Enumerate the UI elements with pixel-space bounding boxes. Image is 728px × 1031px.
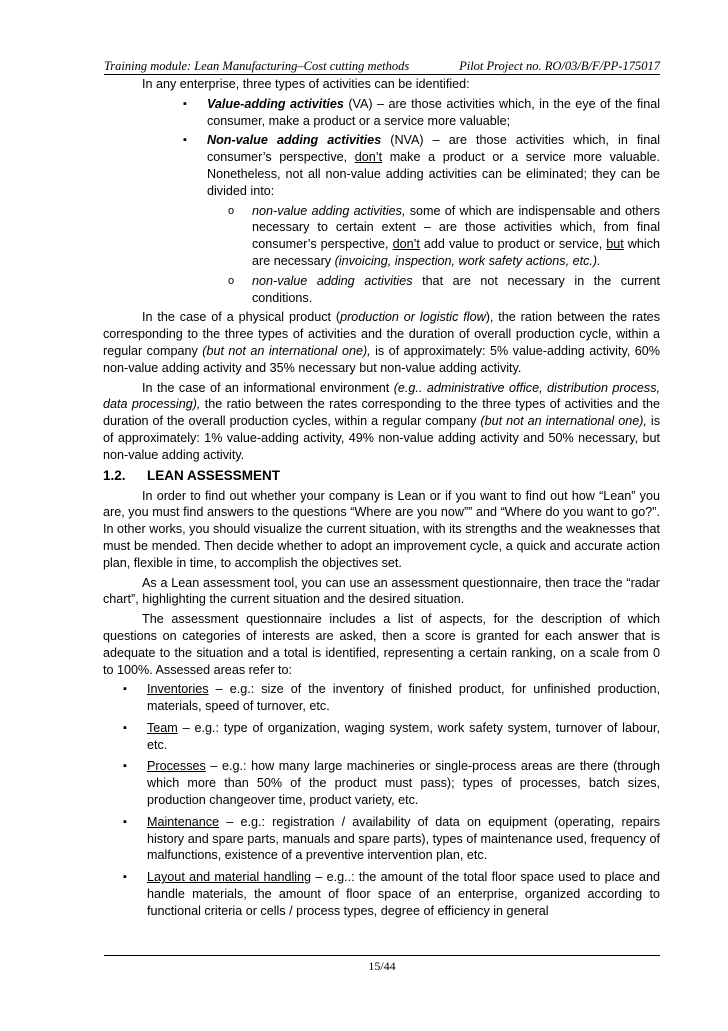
sub1-examples: (invoicing, inspection, work safety actions, etc.). bbox=[334, 253, 601, 268]
italic-run: production or logistic flow bbox=[340, 310, 486, 325]
va-text: (VA) – are those activities which, in the eye of the final consumer, make a product or a service more valuable; bbox=[207, 96, 660, 128]
header-module-title: Training module: Lean Manufacturing–Cost cutting methods bbox=[104, 59, 410, 73]
area-item bbox=[103, 681, 660, 715]
va-term: Value-adding activities bbox=[207, 96, 344, 111]
area-item bbox=[103, 814, 660, 864]
intro-paragraph: In any enterprise, three types of activities can be identified: bbox=[142, 77, 470, 91]
text-run: In the case of an informational environment bbox=[142, 380, 394, 395]
page-number: 15/44 bbox=[368, 959, 396, 973]
area-text: – e.g.: type of organization, waging system, work safety system, turnover of labour, etc. bbox=[147, 720, 660, 752]
text-run: is of approximately: 5% value-adding activity, 60% non-value adding activity and 35% necessary but non-value adding activity. bbox=[103, 343, 660, 375]
nva-dont: don’t bbox=[354, 150, 383, 165]
bullet-va bbox=[103, 96, 660, 130]
page-header bbox=[104, 58, 660, 75]
text-run: In the case of a physical product ( bbox=[142, 310, 341, 325]
sub1-text-3: which are necessary bbox=[252, 237, 660, 268]
area-text: – e.g.: size of the inventory of finished product, for unfinished production, materials, speed of turnover, etc. bbox=[147, 682, 660, 714]
paragraph-lean-1: In order to find out whether your company is Lean or if you want to find out how “Lean” you are, you must find answers to the questions “Where are you now”” and “Where do you want to go?”. In other works, you should visualize the current situation, with its strengths and the weaknesses that must be mended. Then decide whether to adopt an improvement cycle, a quick and accurate action plan, flexible in time, to accomplish the objectives set. bbox=[103, 488, 660, 570]
italic-run: (but not an international one), bbox=[202, 343, 371, 358]
square-bullet-icon: ▪ bbox=[123, 871, 127, 884]
area-term: Processes bbox=[147, 759, 206, 774]
area-item bbox=[103, 869, 660, 919]
header-project-number: Pilot Project no. RO/03/B/F/PP-175017 bbox=[459, 59, 660, 73]
nva-text: (NVA) – are those activities which, in final consumer’s perspective, bbox=[207, 133, 660, 165]
italic-run: (but not an international one), bbox=[480, 414, 647, 429]
section-title: LEAN ASSESSMENT bbox=[147, 467, 281, 483]
square-bullet-icon: ▪ bbox=[123, 683, 127, 696]
sub2-term: non-value adding activities bbox=[252, 273, 413, 288]
sub-bullet-necessary bbox=[103, 203, 660, 270]
sub-bullet-unnecessary bbox=[103, 273, 660, 307]
circle-bullet-icon: o bbox=[228, 204, 235, 217]
nva-text-cont: make a product or a service more valuable. Nonetheless, not all non-value adding activities can be eliminated; they can be divided into: bbox=[207, 150, 660, 198]
section-number: 1.2. bbox=[103, 467, 126, 483]
paragraph-physical-product bbox=[103, 309, 660, 376]
italic-run: (e.g.. administrative office, distribution process, data processing), bbox=[103, 380, 660, 412]
sub2-text: that are not necessary in the current conditions. bbox=[252, 273, 660, 305]
sub1-but: but bbox=[606, 237, 624, 252]
paragraph-lean-2: As a Lean assessment tool, you can use an assessment questionnaire, then trace the “radar chart”, highlighting the current situation and the desired situation. bbox=[103, 575, 660, 607]
sub1-term: non-value adding activities, bbox=[252, 203, 406, 218]
nva-term: Non-value adding activities bbox=[207, 133, 382, 148]
area-text: – e.g.: registration / availability of data on equipment (operating, repairs history and spare parts, manuals and spare parts), types of maintenance used, frequency of malfunctions, existence of a preventive intervention plan, etc. bbox=[147, 814, 660, 863]
bullet-nva bbox=[103, 132, 660, 199]
area-term: Inventories bbox=[147, 682, 209, 697]
area-text: – e.g.: how many large machineries or single-process areas are there (through which more than 50% of the product must pass); types of processes, batch sizes, production changeover time, product variety, etc. bbox=[147, 759, 660, 808]
sub1-dont: don’t bbox=[392, 237, 420, 252]
text-run: is of approximately: 1% value-adding activity, 49% non-value adding activity and 50% necessary, but non-value adding activity. bbox=[103, 414, 661, 462]
area-text: – e.g..: the amount of the total floor space used to place and handle materials, the amount of floor space of an enterprise, organized according to functional criteria or cells / process types, degree of efficiency in general bbox=[147, 870, 660, 918]
area-item bbox=[103, 720, 660, 754]
page-body bbox=[103, 76, 660, 925]
area-term: Team bbox=[147, 720, 178, 735]
square-bullet-icon: ▪ bbox=[123, 760, 127, 773]
page-footer bbox=[104, 955, 660, 973]
circle-bullet-icon: o bbox=[228, 274, 235, 287]
sub1-text: some of which are indispensable and others necessary to certain extent – are those activities which, from final consumer’s perspective, bbox=[252, 203, 661, 252]
square-bullet-icon: ▪ bbox=[123, 815, 127, 828]
area-term: Maintenance bbox=[147, 814, 220, 829]
text-run: ), the ration between the rates corresponding to the three types of activities and the duration of overall production cycle, within a regular company bbox=[103, 310, 660, 358]
paragraph-informational bbox=[103, 380, 660, 464]
paragraph-lean-3: The assessment questionnaire includes a list of aspects, for the description of which questions on categories of interests are asked, then a score is granted for each answer that is adequate to the situation and a total is identified, representing a certain ranking, on a scale from 0 to 100%. Assessed areas refer to: bbox=[103, 612, 660, 677]
square-bullet-icon: ▪ bbox=[123, 721, 127, 734]
text-run: the ratio between the rates corresponding to the three types of activities and the duration of the overall production cycles, within a regular company bbox=[103, 397, 660, 429]
area-term: Layout and material handling bbox=[147, 870, 312, 885]
square-bullet-icon: ▪ bbox=[183, 97, 187, 110]
section-heading bbox=[103, 468, 660, 486]
sub1-text-2: add value to product or service, bbox=[419, 237, 607, 252]
square-bullet-icon: ▪ bbox=[183, 134, 187, 147]
area-item bbox=[103, 758, 660, 808]
